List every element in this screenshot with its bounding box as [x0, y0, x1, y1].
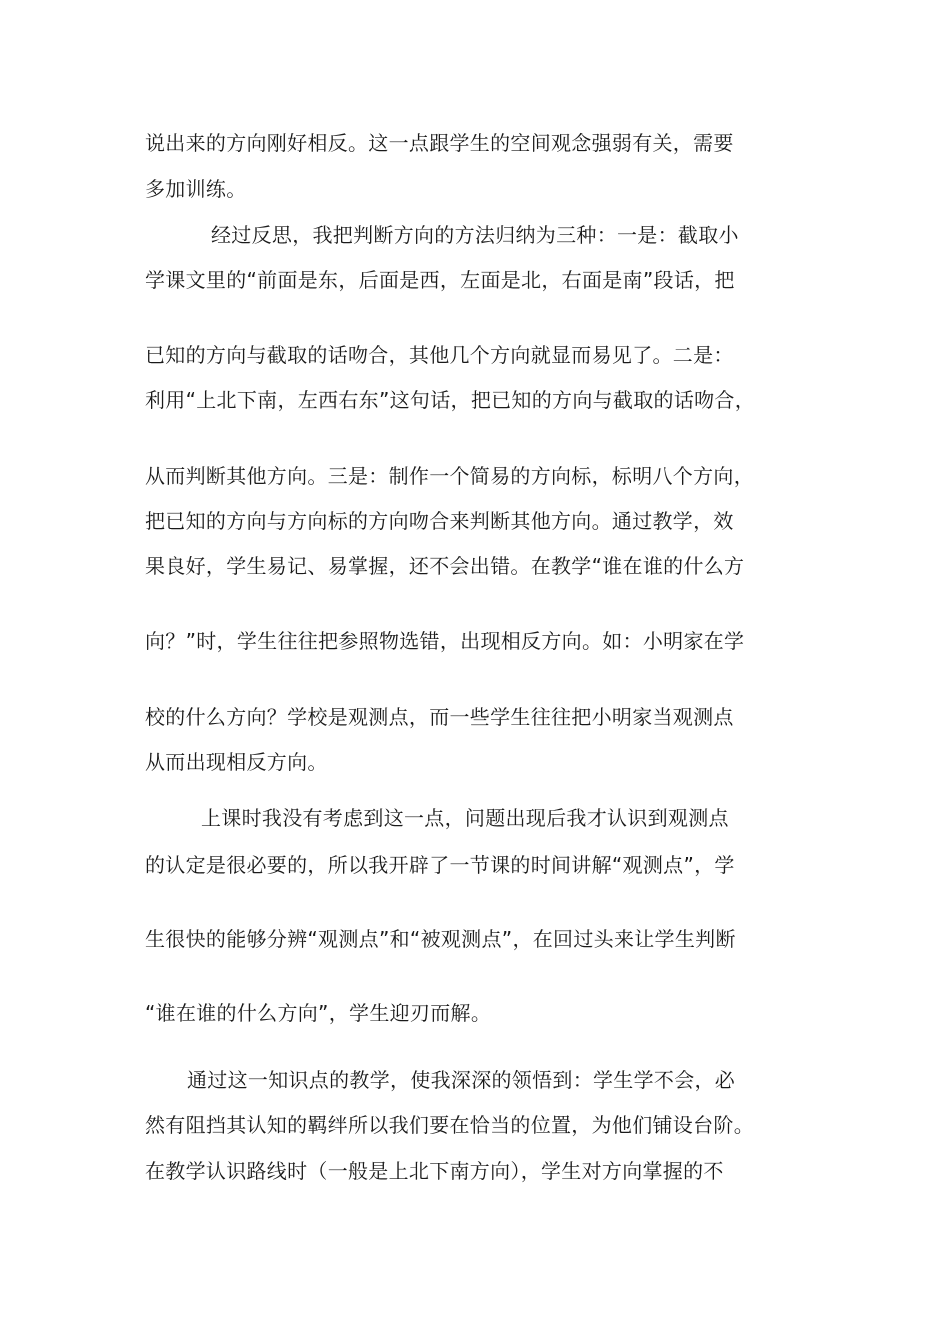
- paragraph-line: 的认定是很必要的，所以我开辟了一节课的时间讲解“观测点”，学: [145, 853, 735, 877]
- paragraph-line: 多加训练。: [145, 177, 247, 201]
- paragraph-line: 利用“上北下南，左西右东”这句话，把已知的方向与截取的话吻合，: [145, 388, 756, 412]
- paragraph-line: 在教学认识路线时（一般是上北下南方向），学生对方向掌握的不: [145, 1159, 724, 1183]
- paragraph-line: 从而判断其他方向。三是：制作一个简易的方向标，标明八个方向，: [145, 464, 754, 488]
- paragraph-line: 然有阻挡其认知的羁绊所以我们要在恰当的位置，为他们铺设台阶。: [145, 1113, 754, 1137]
- paragraph-line: 说出来的方向刚好相反。这一点跟学生的空间观念强弱有关，需要: [145, 131, 734, 155]
- paragraph-line: 学课文里的“前面是东，后面是西，左面是北，右面是南”段话，把: [145, 268, 735, 292]
- paragraph-line: 生很快的能够分辨“观测点”和“被观测点”，在回过头来让学生判断: [145, 927, 736, 951]
- paragraph-line: 校的什么方向？学校是观测点，而一些学生往往把小明家当观测点: [145, 705, 734, 729]
- paragraph-line: “谁在谁的什么方向”，学生迎刃而解。: [145, 1001, 492, 1025]
- paragraph-line: 经过反思，我把判断方向的方法归纳为三种：一是：截取小: [211, 223, 739, 247]
- paragraph-line: 从而出现相反方向。: [145, 750, 328, 774]
- paragraph-line: 把已知的方向与方向标的方向吻合来判断其他方向。通过教学，效: [145, 509, 734, 533]
- paragraph-line: 果良好，学生易记、易掌握，还不会出错。在教学“谁在谁的什么方: [145, 554, 745, 578]
- paragraph-line: 上课时我没有考虑到这一点，问题出现后我才认识到观测点: [201, 806, 729, 830]
- paragraph-line: 向？”时，学生往往把参照物选错，出现相反方向。如：小明家在学: [145, 629, 745, 653]
- paragraph-line: 通过这一知识点的教学，使我深深的领悟到：学生学不会，必: [187, 1068, 736, 1092]
- paragraph-line: 已知的方向与截取的话吻合，其他几个方向就显而易见了。二是：: [145, 343, 734, 367]
